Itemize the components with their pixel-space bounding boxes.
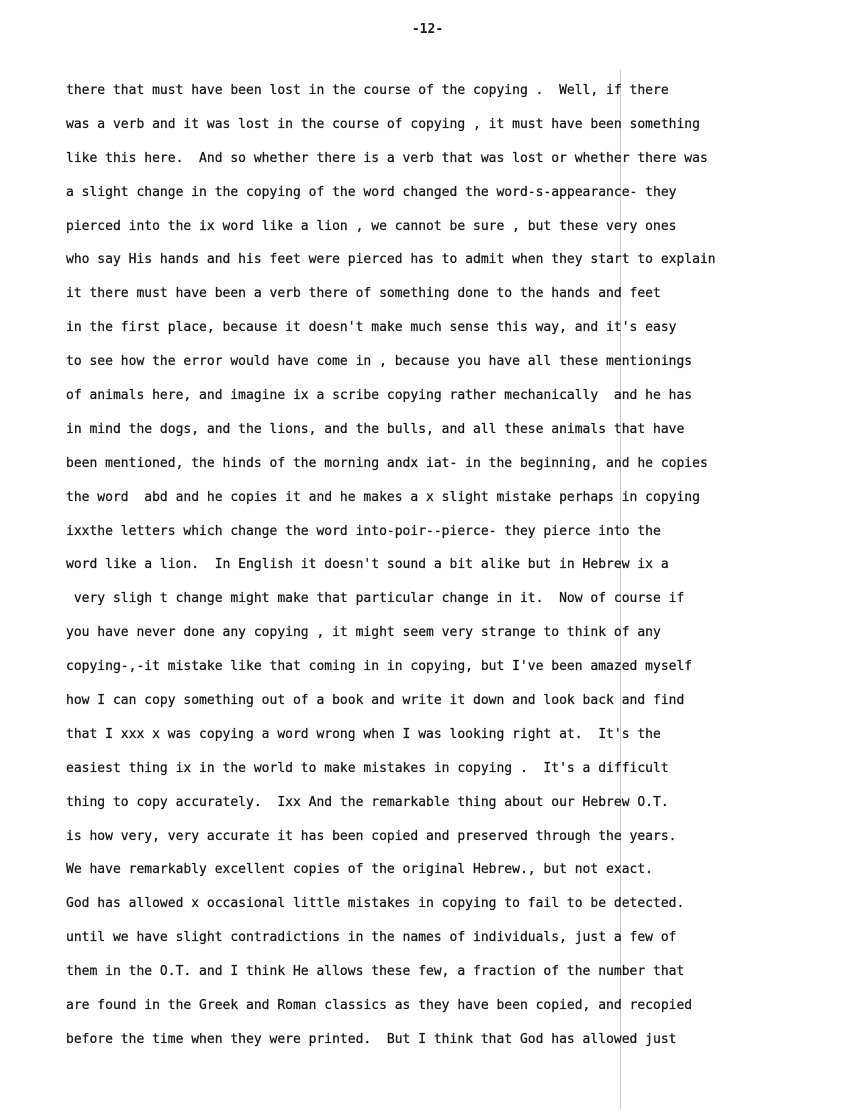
text-line: is how very, very accurate it has been copied and preserved through the years. [66,828,677,844]
text-line: ixxthe letters which change the word into-poir--pierce- they pierce into the [66,523,661,539]
page-number: -12- [411,22,444,37]
text-line: in the first place, because it doesn't make much sense this way, and it's easy [66,320,677,336]
text-line: that I xxx x was copying a word wrong when I was looking right at. It's the [66,726,661,742]
text-line: until we have slight contradictions in the names of individuals, just a few of [66,930,677,946]
text-line: like this here. And so whether there is a verb that was lost or whether there was [66,150,708,166]
text-line: very sligh t change might make that particular change in it. Now of course if [66,591,685,607]
text-line: before the time when they were printed. But I think that God has allowed just [66,1031,677,1047]
text-line: you have never done any copying , it might seem very strange to think of any [66,625,661,641]
text-line: been mentioned, the hinds of the morning andx iat- in the beginning, and he copies [66,455,708,471]
body-text [66,74,806,1057]
text-line: pierced into the ix word like a lion , we cannot be sure , but these very ones [66,218,677,234]
text-line: in mind the dogs, and the lions, and the bulls, and all these animals that have [66,421,685,437]
text-line: the word abd and he copies it and he makes a x slight mistake perhaps in copying [66,489,700,505]
text-line: copying-,-it mistake like that coming in in copying, but I've been amazed myself [66,659,693,675]
text-line: easiest thing ix in the world to make mistakes in copying . It's a difficult [66,760,669,776]
text-line: who say His hands and his feet were pierced has to admit when they start to explain [66,252,716,268]
text-line: We have remarkably excellent copies of the original Hebrew., but not exact. [66,862,653,878]
text-line: of animals here, and imagine ix a scribe copying rather mechanically and he has [66,388,693,404]
text-line: them in the O.T. and I think He allows these few, a fraction of the number that [66,964,685,980]
text-line: are found in the Greek and Roman classics as they have been copied, and recopied [66,998,693,1014]
text-line: to see how the error would have come in , because you have all these mentionings [66,354,693,370]
text-line: was a verb and it was lost in the course of copying , it must have been something [66,116,700,132]
text-line: thing to copy accurately. Ixx And the remarkable thing about our Hebrew O.T. [66,794,669,810]
text-line: God has allowed x occasional little mistakes in copying to fail to be detected. [66,896,685,912]
text-line: a slight change in the copying of the word changed the word-s-appearance- they [66,184,677,200]
text-line: word like a lion. In English it doesn't sound a bit alike but in Hebrew ix a [66,557,669,573]
text-line: there that must have been lost in the course of the copying . Well, if there [66,83,669,98]
text-line: it there must have been a verb there of something done to the hands and feet [66,286,661,302]
text-line: how I can copy something out of a book and write it down and look back and find [66,693,685,709]
